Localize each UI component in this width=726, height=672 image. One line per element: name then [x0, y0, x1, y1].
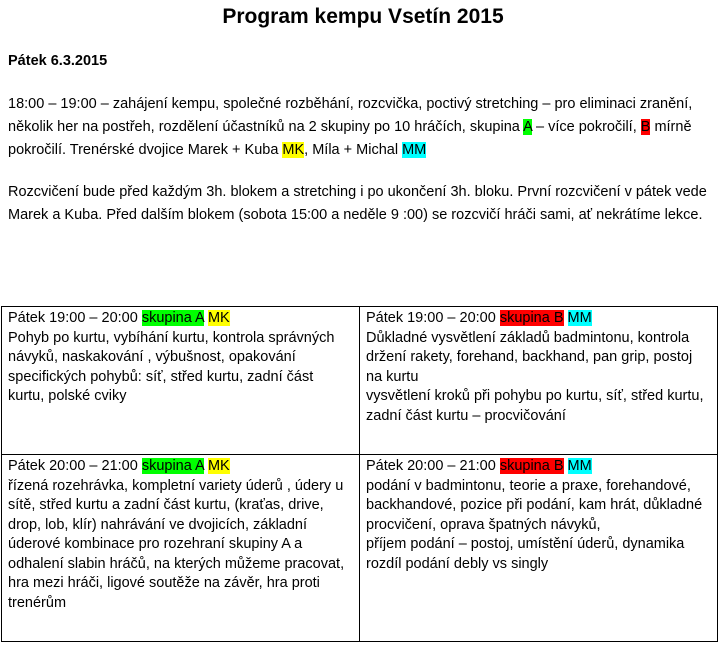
session-header	[8, 309, 353, 329]
session-time: Pátek 19:00 – 20:00	[366, 310, 500, 326]
session-time: Pátek 20:00 – 21:00	[366, 458, 500, 474]
coach-mk-badge: MK	[282, 142, 305, 158]
intro-text: 18:00 – 19:00 – zahájení kempu, společné rozběhání, rozcvička, poctivý stretching – pro eliminaci zranění, několik her na postřeh, rozdělení účastníků na 2 skupiny po 10 hráčích, skupina	[8, 96, 693, 135]
session-header	[8, 457, 353, 477]
session-time: Pátek 20:00 – 21:00	[8, 458, 142, 474]
group-a-badge: A	[523, 119, 532, 135]
session-description: Pohyb po kurtu, vybíhání kurtu, kontrola správných návyků, naskakování , výbušnost, opakování specifických pohybů: síť, střed kurtu, zadní část kurtu, polské cviky	[8, 329, 335, 404]
session-cell-group-b	[360, 455, 718, 642]
session-cell-group-a	[2, 307, 360, 455]
table-row	[2, 455, 718, 642]
intro-paragraph	[8, 93, 713, 162]
group-b-badge: B	[640, 119, 651, 135]
coach-badge: MK	[207, 310, 230, 326]
group-badge: skupina B	[499, 310, 564, 326]
coach-badge: MM	[567, 458, 592, 474]
intro-text: – více pokročilí,	[531, 119, 641, 135]
coach-badge: MM	[567, 310, 592, 326]
group-badge: skupina A	[141, 458, 204, 474]
day-heading: Pátek 6.3.2015	[8, 53, 108, 69]
session-cell-group-b	[360, 307, 718, 455]
schedule-table	[1, 306, 718, 642]
session-description: Důkladné vysvětlení základů badmintonu, kontrola držení rakety, forehand, backhand, pan grip, postoj na kurtu vysvětlení kroků při pohybu po kurtu, síť, střed kurtu, zadní část kurtu – procvičování	[366, 329, 704, 424]
session-description: řízená rozehrávka, kompletní variety úderů , údery u sítě, střed kurtu a zadní část kurtu, (kraťas, drive, drop, lob, klír) nahrávání ve dvojicích, základní úderové kombinace pro rozehraní skupiny A a odhalení slabin hráčů, na kterých můžeme pracovat, hra mezi hráči, ligové soutěže na závěr, hra proti trenérům	[8, 477, 345, 611]
group-badge: skupina B	[499, 458, 564, 474]
warmup-paragraph: Rozcvičení bude před každým 3h. blokem a stretching i po ukončení 3h. bloku. První rozcvičení v pátek vede Marek a Kuba. Před dalším blokem (sobota 15:00 a neděle 9 :00) se rozcvičí hráči sami, ať nekrátíme lekce.	[8, 184, 707, 223]
session-cell-group-a	[2, 455, 360, 642]
group-badge: skupina A	[141, 310, 204, 326]
table-row	[2, 307, 718, 455]
session-time: Pátek 19:00 – 20:00	[8, 310, 142, 326]
page-title: Program kempu Vsetín 2015	[222, 5, 504, 28]
coach-badge: MK	[207, 458, 230, 474]
coach-mm-badge: MM	[402, 142, 427, 158]
intro-text: mírně pokročilí. Trenérské dvojice Marek + Kuba	[8, 119, 692, 158]
intro-text: , Míla + Michal	[304, 142, 403, 158]
session-description: podání v badmintonu, teorie a praxe, forehandové, backhandové, pozice při podání, kam hrát, důkladné procvičení, oprava špatných návyků, příjem podání – postoj, umístění úderů, dynamika rozdíl podání debly vs singly	[366, 477, 703, 572]
session-header	[366, 457, 711, 477]
session-header	[366, 309, 711, 329]
